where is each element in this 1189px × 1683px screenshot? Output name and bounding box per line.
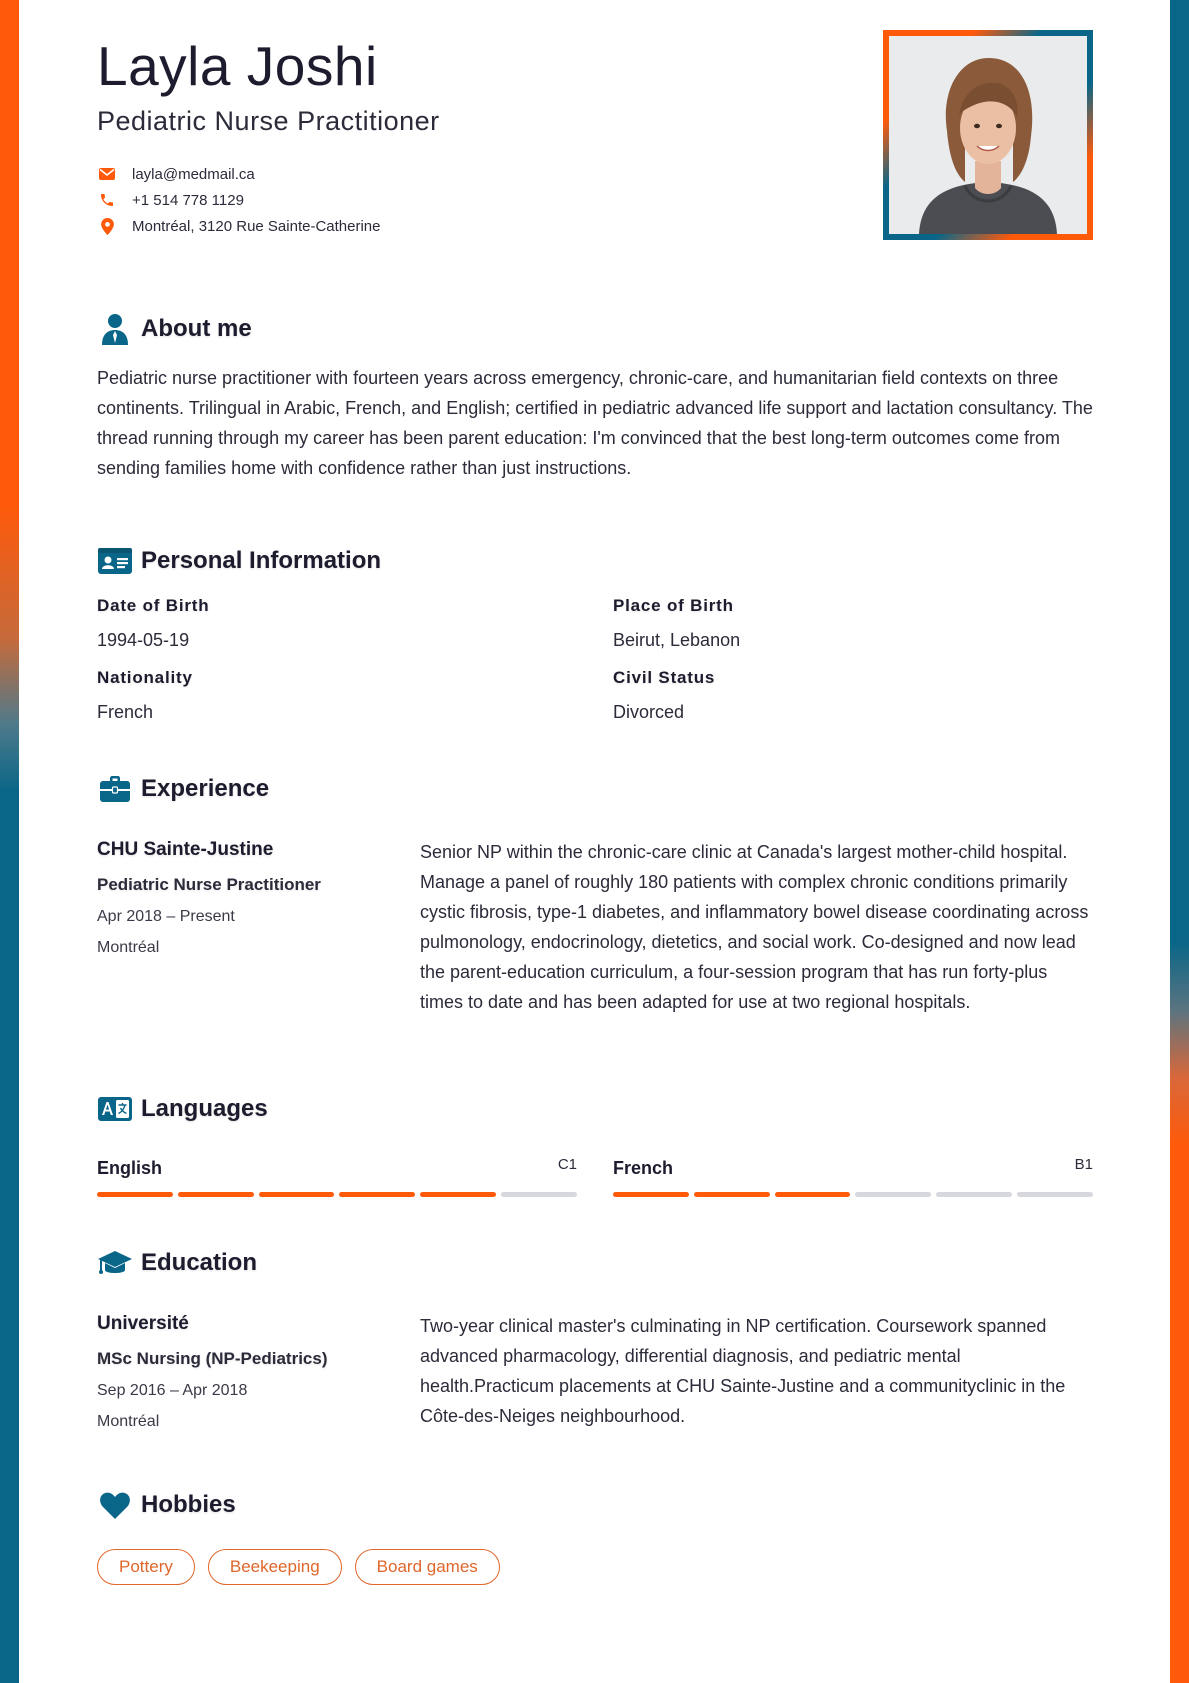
personal-info-heading [97, 543, 381, 579]
proficiency-segment-filled [775, 1192, 851, 1197]
language-level: C1 [557, 1156, 577, 1173]
contact-address [97, 213, 380, 239]
field-label: Date of Birth [97, 596, 210, 615]
experience-description: Senior NP within the chronic-care clinic at Canada's largest mother-child hospital. Manage a panel of roughly 180 patients with complex chronic conditions primarily cystic fibrosis, type-1 diabetes, and inflammatory bowel disease coordinating across pulmonology, endocrinology, dietetics, and social work. Co-designed and now lead the parent-education curriculum, a four-session program that has run forty-plus times to date and has been adapted for use at two regional hospitals. [420, 842, 1089, 1012]
user-icon [97, 311, 133, 347]
contact-list [97, 161, 380, 239]
language-level: B1 [1074, 1156, 1093, 1173]
field-nationality [97, 668, 193, 723]
about-heading [97, 311, 252, 347]
briefcase-icon [97, 771, 133, 807]
field-value: Divorced [613, 702, 685, 722]
field-value: 1994-05-19 [97, 630, 190, 650]
experience-heading-text: Experience [141, 775, 270, 802]
map-pin-icon [97, 216, 117, 236]
left-accent-stripe [0, 0, 19, 1683]
heart-icon [97, 1487, 133, 1523]
proficiency-segment-filled [694, 1192, 770, 1197]
proficiency-segment-filled [339, 1192, 415, 1197]
graduation-cap-icon [97, 1245, 133, 1281]
languages-heading [97, 1091, 268, 1127]
contact-phone [97, 187, 380, 213]
field-value: Beirut, Lebanon [613, 630, 741, 650]
hobby-chip: Beekeeping [208, 1549, 342, 1585]
proficiency-segment-filled [259, 1192, 335, 1197]
address-text: Montréal, 3120 Rue Sainte-Catherine [132, 217, 381, 235]
proficiency-segment-filled [420, 1192, 496, 1197]
job-location: Montréal [97, 939, 160, 956]
job-dates: Apr 2018 – Present [97, 908, 235, 925]
proficiency-segment-empty [501, 1192, 577, 1197]
proficiency-segment-empty [936, 1192, 1012, 1197]
language-french [613, 1158, 1093, 1197]
field-date-of-birth [97, 596, 209, 651]
field-label: Place of Birth [613, 596, 734, 615]
profile-photo-frame [883, 30, 1093, 240]
education-location: Montréal [97, 1413, 160, 1430]
employer-name: CHU Sainte-Justine [97, 839, 274, 860]
proficiency-segment-filled [97, 1192, 173, 1197]
field-label: Nationality [97, 668, 193, 687]
candidate-title: Pediatric Nurse Practitioner [97, 106, 440, 136]
phone-icon [97, 190, 117, 210]
contact-email [97, 161, 380, 187]
field-civil-status [613, 668, 715, 723]
id-card-icon [97, 543, 133, 579]
degree-name: MSc Nursing (NP-Pediatrics) [97, 1349, 328, 1368]
languages-heading-text: Languages [141, 1095, 268, 1122]
education-dates: Sep 2016 – Apr 2018 [97, 1382, 248, 1399]
education-entry-meta [97, 1313, 387, 1431]
about-heading-text: About me [141, 315, 252, 342]
email-text: layla@medmail.ca [132, 165, 255, 183]
field-place-of-birth [613, 596, 740, 651]
education-heading [97, 1245, 257, 1281]
language-english [97, 1158, 577, 1197]
envelope-icon [97, 164, 117, 184]
proficiency-segment-empty [855, 1192, 931, 1197]
field-label: Civil Status [613, 668, 716, 687]
field-value: French [97, 702, 154, 722]
hobby-list [97, 1549, 500, 1585]
language-proficiency-bar [97, 1192, 577, 1197]
hobbies-heading [97, 1487, 236, 1523]
education-description: Two-year clinical master's culminating in NP certification. Coursework spanned advanced pharmacology, differential diagnosis, and pediatric mental health.Practicum placements at CHU Sainte-Justine and a communityclinic in the Côte-des-Neiges neighbourhood. [420, 1316, 1066, 1426]
hobby-chip: Pottery [97, 1549, 195, 1585]
job-role: Pediatric Nurse Practitioner [97, 875, 321, 894]
school-name: Université [97, 1313, 189, 1334]
resume-page [97, 0, 1093, 1683]
phone-text: +1 514 778 1129 [132, 191, 244, 209]
language-name: English [97, 1158, 163, 1178]
language-proficiency-bar [613, 1192, 1093, 1197]
language-name: French [613, 1158, 674, 1178]
translate-icon [97, 1091, 133, 1127]
personal-info-heading-text: Personal Information [141, 547, 382, 574]
experience-entry-meta [97, 839, 387, 957]
proficiency-segment-filled [613, 1192, 689, 1197]
candidate-name: Layla Joshi [97, 35, 378, 97]
experience-heading [97, 771, 269, 807]
right-accent-stripe [1170, 0, 1189, 1683]
hobbies-heading-text: Hobbies [141, 1491, 236, 1518]
about-text: Pediatric nurse practitioner with fourteen years across emergency, chronic-care, and humanitarian field contexts on three continents. Trilingual in Arabic, French, and English; certified in pediatric advanced life support and lactation consultancy. The thread running through my career has been parent education: I'm convinced that the best long-term outcomes come from sending families home with confidence rather than just instructions. [97, 368, 1093, 478]
hobby-chip: Board games [355, 1549, 500, 1585]
proficiency-segment-empty [1017, 1192, 1093, 1197]
education-heading-text: Education [141, 1249, 258, 1276]
proficiency-segment-filled [178, 1192, 254, 1197]
profile-photo [889, 36, 1087, 234]
